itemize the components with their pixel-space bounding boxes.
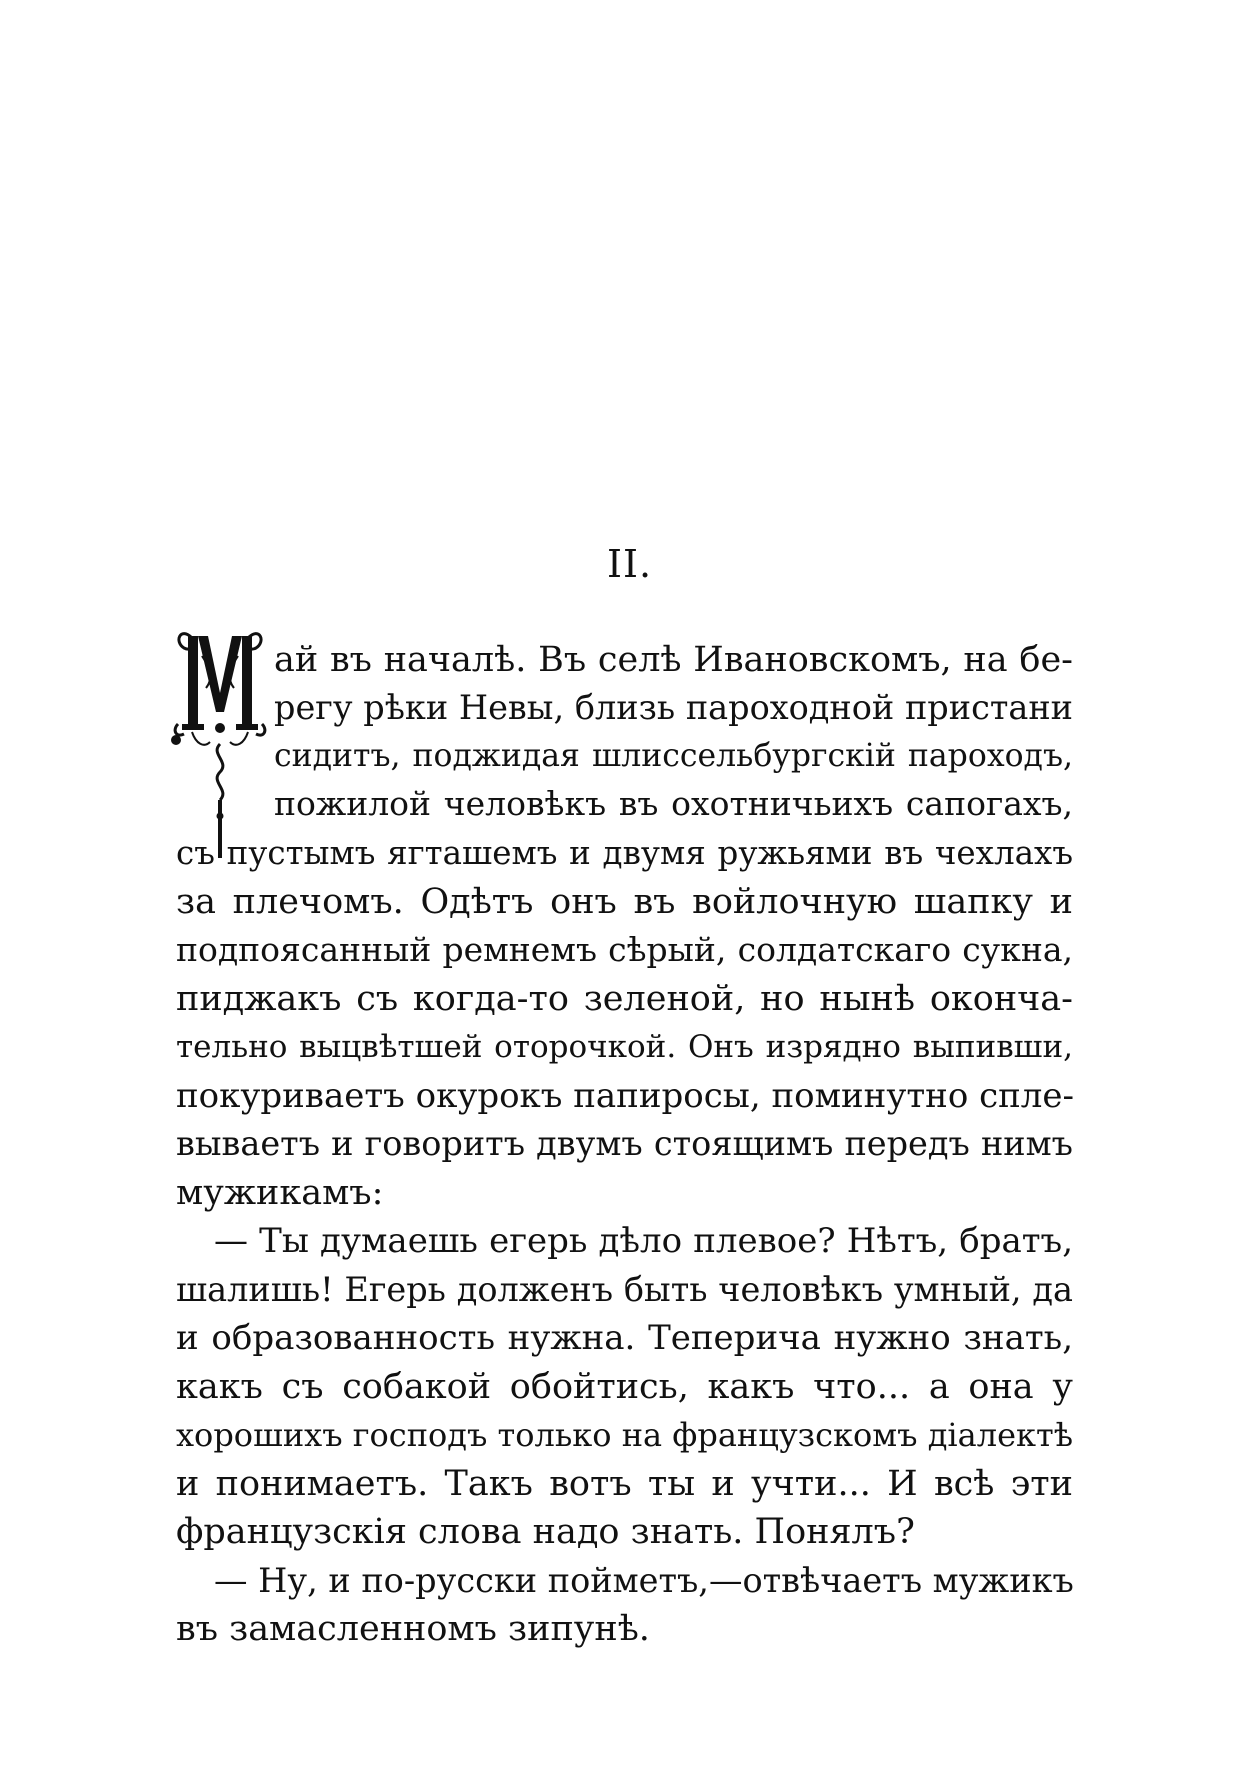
- text-line: пиджакъ съ когда-то зеленой, но нынѣ оконча-: [176, 979, 1073, 1019]
- text-line: шалишь! Егерь долженъ быть человѣкъ умный, да: [176, 1270, 1073, 1309]
- text-line: съ пустымъ ягташемъ и двумя ружьями въ чехлахъ: [176, 834, 1073, 872]
- text-line: пожилой человѣкъ въ охотничьихъ сапогахъ,: [274, 784, 1073, 823]
- text-line: тельно выцвѣтшей оторочкой. Онъ изрядно выпивши,: [176, 1029, 1073, 1065]
- text-line: регу рѣки Невы, близь пароходной пристани: [274, 688, 1073, 727]
- text-line: мужикамъ:: [176, 1173, 384, 1213]
- dialogue-line: — Ну, и по-русски пойметъ,—отвѣчаетъ мужикъ: [214, 1561, 1074, 1600]
- dialogue-line: — Ты думаешь егерь дѣло плевое? Нѣтъ, братъ,: [214, 1221, 1073, 1261]
- chapter-number: II.: [606, 542, 653, 586]
- text-line: и образованность нужна. Теперича нужно знать,: [176, 1318, 1073, 1358]
- text-line: и понимаетъ. Такъ вотъ ты и учти... И всѣ эти: [176, 1464, 1073, 1504]
- text-line: сидитъ, поджидая шлиссельбургскій пароходъ,: [274, 738, 1073, 774]
- text-line: ай въ началѣ. Въ селѣ Ивановскомъ, на бе-: [274, 640, 1073, 680]
- text-line: какъ съ собакой обойтись, какъ что... а она у: [176, 1367, 1073, 1407]
- text-line: французскія слова надо знать. Понялъ?: [176, 1512, 915, 1552]
- text-line: покуриваетъ окурокъ папиросы, поминутно сплe-: [176, 1076, 1075, 1116]
- text-line: хорошихъ господъ только на французскомъ діалектѣ: [176, 1416, 1073, 1454]
- text-line: за плечомъ. Одѣтъ онъ въ войлочную шапку и: [176, 882, 1073, 922]
- text-line: подпоясанный ремнемъ сѣрый, солдатскаго сукна,: [176, 930, 1073, 969]
- text-line: въ замасленномъ зипунѣ.: [176, 1609, 650, 1649]
- text-line: вываетъ и говоритъ двумъ стоящимъ передъ нимъ: [176, 1124, 1073, 1163]
